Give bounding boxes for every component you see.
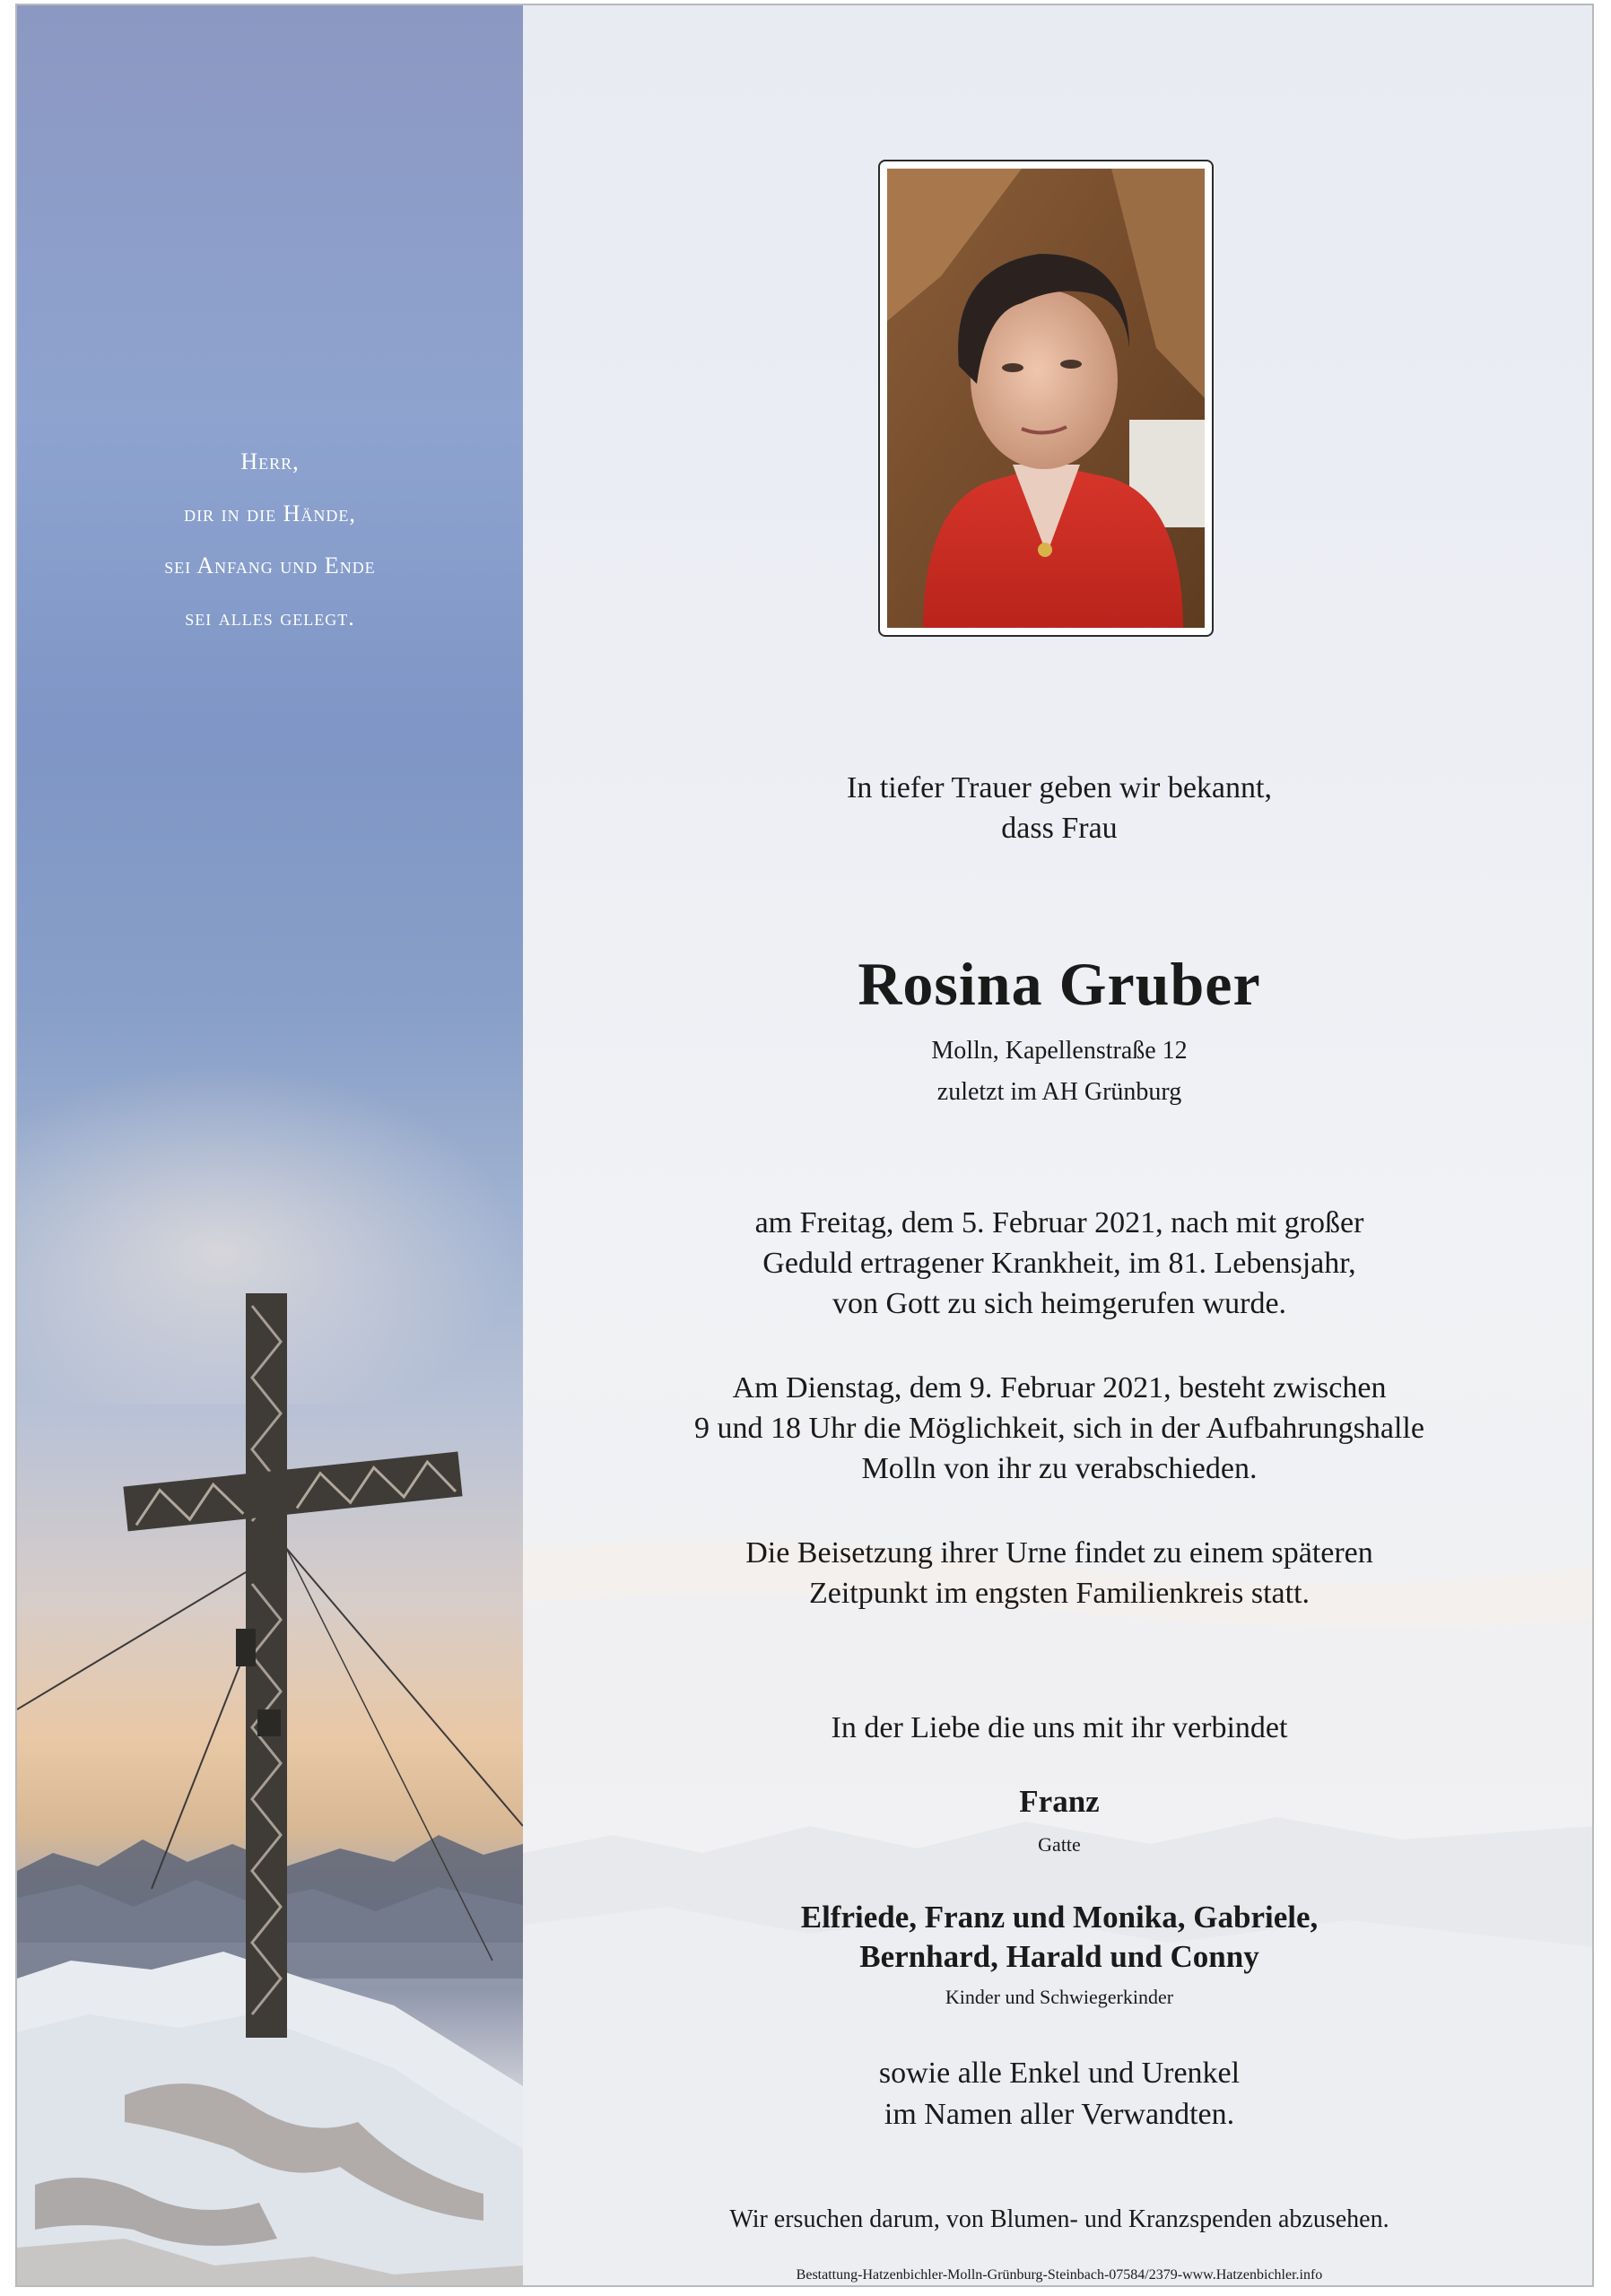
burial-paragraph xyxy=(523,1533,1594,1613)
children-relation: Kinder und Schwiegerkinder xyxy=(945,1986,1174,2008)
deceased-address xyxy=(523,1031,1594,1113)
children-line-1: Elfriede, Franz und Monika, Gabriele, xyxy=(800,1900,1319,1935)
summit-cross-image xyxy=(17,5,523,2285)
intro-line-2: dass Frau xyxy=(1001,812,1118,845)
verse xyxy=(17,436,523,644)
address-line: Molln, Kapellenstraße 12 xyxy=(931,1037,1188,1065)
death-notice-line-3: von Gott zu sich heimgerufen wurde. xyxy=(832,1287,1287,1320)
grandchildren-line-1: sowie alle Enkel und Urenkel xyxy=(878,2057,1241,2090)
portrait-photo xyxy=(887,169,1205,628)
children-names xyxy=(523,1898,1594,1977)
deceased-name: Rosina Gruber xyxy=(858,950,1261,1018)
portrait-frame xyxy=(878,160,1214,637)
spouse-relation: Gatte xyxy=(1038,1833,1081,1856)
death-notice-line-2: Geduld ertragener Krankheit, im 81. Lebensjahr, xyxy=(762,1247,1356,1280)
viewing-line-2: 9 und 18 Uhr die Möglichkeit, sich in der Aufbahrungshalle xyxy=(694,1412,1424,1445)
flowers-request: Wir ersuchen darum, von Blumen- und Kranzspenden abzusehen. xyxy=(729,2205,1389,2233)
burial-line-1: Die Beisetzung ihrer Urne findet zu einem späteren xyxy=(745,1536,1373,1570)
intro-line-1: In tiefer Trauer geben wir bekannt, xyxy=(847,771,1272,804)
verse-line-1: Herr, xyxy=(240,448,300,474)
last-residence-line: zuletzt im AH Grünburg xyxy=(936,1078,1182,1106)
death-notice-paragraph xyxy=(523,1203,1594,1324)
grandchildren-line-2: im Namen aller Verwandten. xyxy=(884,2098,1235,2131)
verse-line-2: dir in die Hände, xyxy=(184,500,356,526)
summit-cross-icon xyxy=(17,5,523,2287)
announcement-intro xyxy=(523,768,1594,848)
spouse-name: Franz xyxy=(1019,1784,1100,1819)
undertaker-credit: Bestattung-Hatzenbichler-Molln-Grünburg-Steinbach-07584/2379-www.Hatzenbichler.info xyxy=(796,2267,1323,2283)
viewing-paragraph xyxy=(523,1368,1594,1489)
obituary-card xyxy=(15,4,1594,2287)
grandchildren-note xyxy=(523,2053,1594,2135)
death-notice-line-1: am Freitag, dem 5. Februar 2021, nach mit großer xyxy=(754,1206,1364,1239)
love-line: In der Liebe die uns mit ihr verbindet xyxy=(831,1711,1288,1744)
children-line-2: Bernhard, Harald und Conny xyxy=(859,1939,1259,1974)
viewing-line-3: Molln von ihr zu verabschieden. xyxy=(861,1452,1258,1485)
verse-line-4: sei alles gelegt. xyxy=(185,604,355,631)
burial-line-2: Zeitpunkt im engsten Familienkreis statt. xyxy=(808,1577,1311,1610)
viewing-line-1: Am Dienstag, dem 9. Februar 2021, besteht zwischen xyxy=(732,1371,1387,1405)
verse-line-3: sei Anfang und Ende xyxy=(164,552,376,578)
